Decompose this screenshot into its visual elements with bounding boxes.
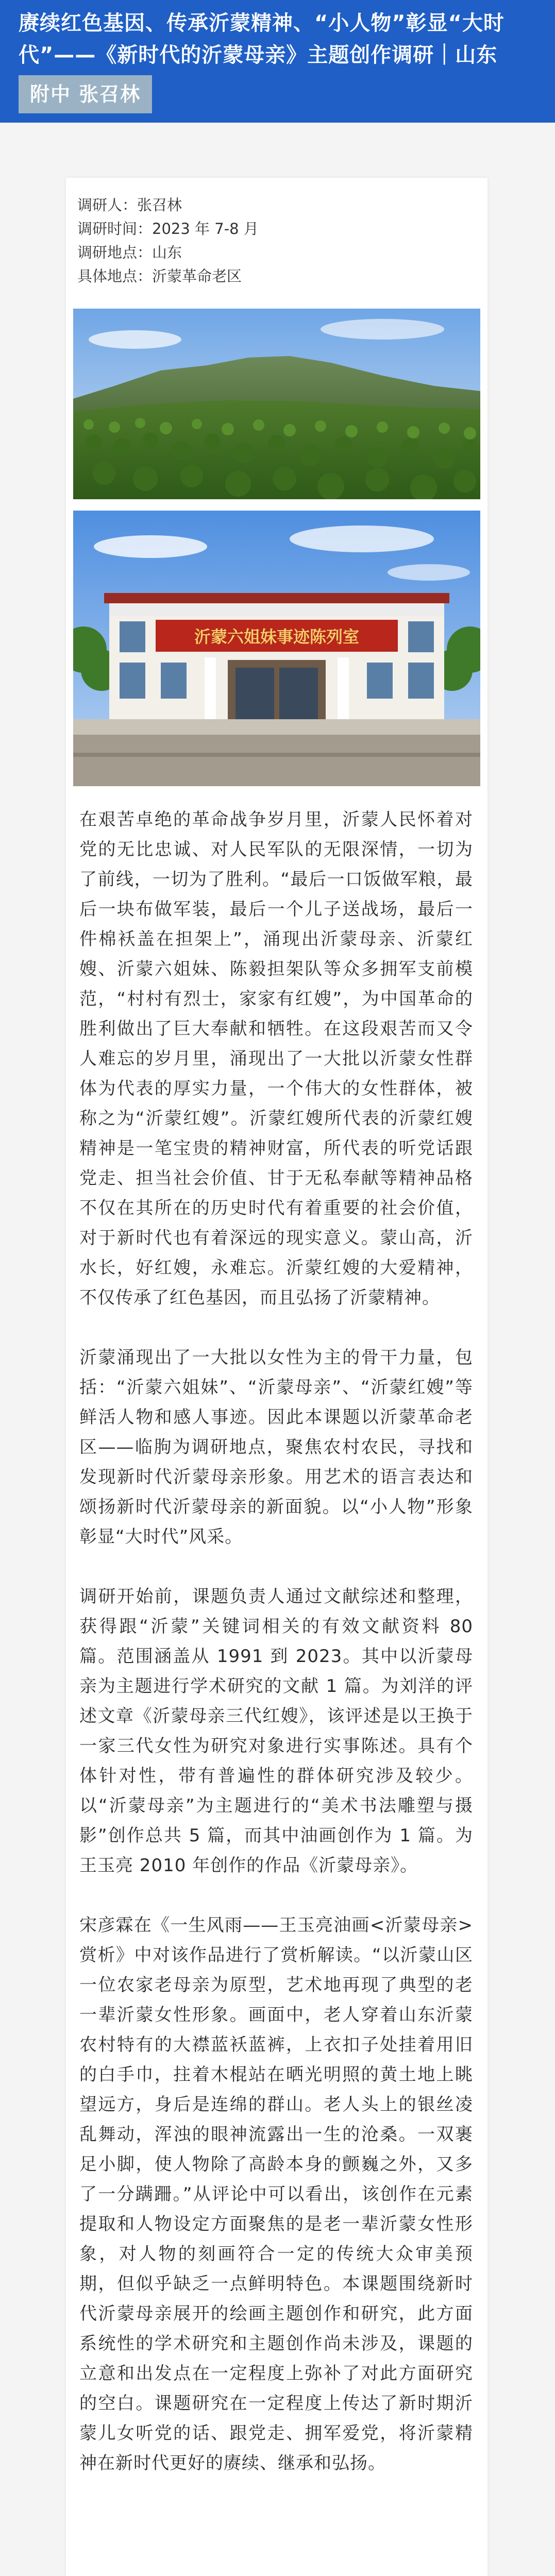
exhibition-hall-photo [73,511,480,786]
article-card [66,178,487,2576]
article-header [0,0,555,123]
paragraph: 在艰苦卓绝的革命战争岁月里，沂蒙人民怀着对党的无比忠诚、对人民军队的无限深情，一切为了前线，一切为了胜利。“最后一口饭做军粮，最后一块布做军装，最后一个儿子送战场，最后一件棉袄盖在担架上”，涌现出沂蒙母亲、沂蒙红嫂、沂蒙六姐妹、陈毅担架队等众多拥军支前模范，“村村有烈士，家家有红嫂”，为中国革命的胜利做出了巨大奉献和牺牲。在这段艰苦而又令人难忘的岁月里，涌现出了一大批以沂蒙女性群体为代表的厚实力量，一个伟大的女性群体，被称之为“沂蒙红嫂”。沂蒙红嫂所代表的沂蒙红嫂精神是一笔宝贵的精神财富，所代表的听党话跟党走、担当社会价值、甘于无私奉献等精神品格不仅在其所在的历史时代有着重要的社会价值，对于新时代也有着深远的现实意义。蒙山高，沂水长，好红嫂，永难忘。沂蒙红嫂的大爱精神，不仅传承了红色基因，而且弘扬了沂蒙精神。 [79,809,473,1308]
info-specific-place: 具体地点：沂蒙革命老区 [77,267,242,285]
landscape-photo [73,309,480,499]
info-researcher: 调研人：张召林 [77,196,182,214]
research-info [66,178,487,288]
author-tag: 附中 张召林 [19,75,152,113]
article-title: 赓续红色基因、传承沂蒙精神、“小人物”彰显“大时代”——《新时代的沂蒙母亲》主题创作调研｜山东 [19,11,504,67]
paragraph: 沂蒙涌现出了一大批以女性为主的骨干力量，包括：“沂蒙六姐妹”、“沂蒙母亲”、“沂蒙红嫂”等鲜活人物和感人事迹。因此本课题以沂蒙革命老区——临朐为调研地点，聚焦农村农民，寻找和发现新时代沂蒙母亲形象。用艺术的语言表达和颂扬新时代沂蒙母亲的新面貌。以“小人物”形象彰显“大时代”风采。 [79,1347,473,1547]
paragraph: 宋彦霖在《一生风雨——王玉亮油画<沂蒙母亲>赏析》中对该作品进行了赏析解读。“以沂蒙山区一位农家老母亲为原型，艺术地再现了典型的老一辈沂蒙女性形象。画面中，老人穿着山东沂蒙农村特有的大襟蓝袄蓝裤，上衣扣子处挂着用旧的白手巾，拄着木棍站在晒光明照的黄土地上眺望远方，身后是连绵的群山。老人头上的银丝凌乱舞动，浑浊的眼神流露出一生的沧桑。一双裹足小脚，使人物除了高龄本身的颤巍之外，又多了一分蹒跚。”从评论中可以看出，该创作在元素提取和人物设定方面聚焦的是老一辈沂蒙女性形象，对人物的刻画符合一定的传统大众审美预期，但似乎缺乏一点鲜明特色。本课题围绕新时代沂蒙母亲展开的绘画主题创作和研究，此方面系统性的学术研究和主题创作尚未涉及，课题的立意和出发点在一定程度上弥补了对此方面研究的空白。课题研究在一定程度上传达了新时期沂蒙儿女听党的话、跟党走、拥军爱党，将沂蒙精神在新时代更好的赓续、继承和弘扬。 [79,1915,473,2473]
info-time: 调研时间：2023 年 7-8 月 [77,220,259,238]
info-place: 调研地点：山东 [77,244,182,261]
building-sign: 沂蒙六姐妹事迹陈列室 [194,627,360,647]
paragraph: 调研开始前，课题负责人通过文献综述和整理，获得跟“沂蒙”关键词相关的有效文献资料 80 篇。范围涵盖从 1991 到 2023。其中以沂蒙母亲为主题进行学术研究的文献 1 篇。为刘洋的评述文章《沂蒙母亲三代红嫂》，该评述是以王换于一家三代女性为研究对象进行实事陈述。具有个体针对性，带有普遍性的群体研究涉及较少。以“沂蒙母亲”为主题进行的“美术书法雕塑与摄影”创作总共 5 篇，而其中油画创作为 1 篇。为王玉亮 2010 年创作的作品《沂蒙母亲》。 [79,1586,473,1876]
article-body [66,786,487,2478]
